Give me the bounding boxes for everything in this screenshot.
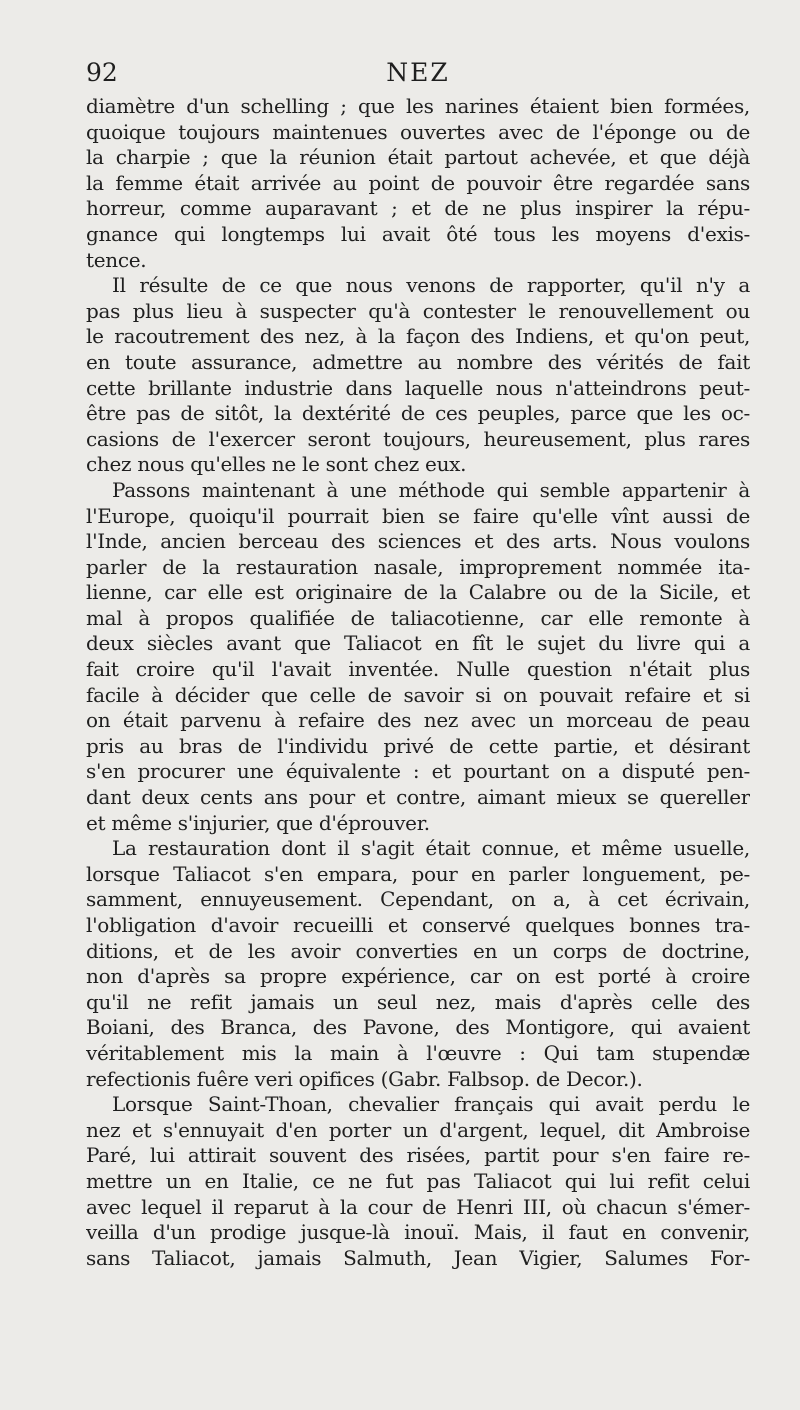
text-line: facile à décider que celle de savoir si on pouvait refaire et si <box>86 682 750 707</box>
text-line: l'Europe, quoiqu'il pourrait bien se faire qu'elle vînt aussi de <box>86 503 750 528</box>
text-line: mal à propos qualifiée de taliacotienne, car elle remonte à <box>86 605 750 630</box>
text-line: qu'il ne refit jamais un seul nez, mais d'après celle des <box>86 989 750 1014</box>
text-line: refectionis fuêre veri opifices (Gabr. Falbsop. de Decor.). <box>86 1066 643 1091</box>
text-line: La restauration dont il s'agit était connue, et même usuelle, <box>112 836 750 861</box>
text-line: deux siècles avant que Taliacot en fît le sujet du livre qui a <box>86 631 750 656</box>
text-line: on était parvenu à refaire des nez avec un morceau de peau <box>86 708 750 733</box>
body-text <box>86 94 750 1271</box>
text-line: quoique toujours maintenues ouvertes avec de l'éponge ou de <box>86 119 750 144</box>
text-line: casions de l'exercer seront toujours, heureusement, plus rares <box>86 426 750 451</box>
text-line: tence. <box>86 247 147 272</box>
text-line: cette brillante industrie dans laquelle nous n'atteindrons peut- <box>86 375 750 400</box>
text-line: chez nous qu'elles ne le sont chez eux. <box>86 452 467 477</box>
text-line: s'en procurer une équivalente : et pourtant on a disputé pen- <box>86 759 750 784</box>
text-line: l'obligation d'avoir recueilli et conservé quelques bonnes tra- <box>86 913 750 937</box>
text-line: en toute assurance, admettre au nombre des vérités de fait <box>86 349 750 374</box>
text-line: samment, ennuyeusement. Cependant, on a, à cet écrivain, <box>86 887 750 912</box>
text-line: nez et s'ennuyait d'en porter un d'argent, lequel, dit Ambroise <box>86 1117 750 1142</box>
text-line: l'Inde, ancien berceau des sciences et des arts. Nous voulons <box>86 529 750 554</box>
text-line: la femme était arrivée au point de pouvoir être regardée sans <box>86 170 750 195</box>
text-line: sans Taliacot, jamais Salmuth, Jean Vigier, Salumes For- <box>86 1245 750 1270</box>
text-line: horreur, comme auparavant ; et de ne plus inspirer la répu- <box>86 196 750 221</box>
text-line: Il résulte de ce que nous venons de rapporter, qu'il n'y a <box>112 273 750 298</box>
running-title: NEZ <box>386 58 450 87</box>
text-line: pris au bras de l'individu privé de cette partie, et désirant <box>86 733 750 758</box>
text-line: la charpie ; que la réunion était partout achevée, et que déjà <box>86 145 750 170</box>
text-line: ditions, et de les avoir converties en un corps de doctrine, <box>86 938 750 963</box>
text-line: fait croire qu'il l'avait inventée. Nulle question n'était plus <box>86 657 750 682</box>
text-line: Paré, lui attirait souvent des risées, partit pour s'en faire re- <box>86 1143 750 1168</box>
text-line: Lorsque Saint-Thoan, chevalier français qui avait perdu le <box>112 1092 750 1117</box>
text-line: parler de la restauration nasale, improprement nommée ita- <box>86 554 750 579</box>
text-line: non d'après sa propre expérience, car on est porté à croire <box>86 964 750 989</box>
text-line: gnance qui longtemps lui avait ôté tous les moyens d'exis- <box>86 221 750 246</box>
page-number: 92 <box>86 58 118 87</box>
text-line: lienne, car elle est originaire de la Calabre ou de la Sicile, et <box>86 580 750 605</box>
text-line: dant deux cents ans pour et contre, aimant mieux se quereller <box>86 785 750 810</box>
text-line: être pas de sitôt, la dextérité de ces peuples, parce que les oc- <box>86 401 750 426</box>
text-line: le racoutrement des nez, à la façon des Indiens, et qu'on peut, <box>86 324 750 349</box>
text-line: diamètre d'un schelling ; que les narines étaient bien formées, <box>86 94 750 118</box>
text-line: mettre un en Italie, ce ne fut pas Taliacot qui lui refit celui <box>86 1168 750 1193</box>
text-line: Boiani, des Branca, des Pavone, des Montigore, qui avaient <box>86 1015 750 1040</box>
text-line: veilla d'un prodige jusque-là inouï. Mais, il faut en convenir, <box>86 1220 750 1245</box>
text-line: avec lequel il reparut à la cour de Henri III, où chacun s'émer- <box>86 1194 750 1219</box>
page-header <box>86 58 750 92</box>
text-line: véritablement mis la main à l'œuvre : Qui tam stupendæ <box>86 1040 750 1065</box>
text-line: pas plus lieu à suspecter qu'à contester le renouvellement ou <box>86 298 750 323</box>
text-line: et même s'injurier, que d'éprouver. <box>86 810 430 835</box>
text-line: Passons maintenant à une méthode qui semble appartenir à <box>112 477 750 502</box>
text-line: lorsque Taliacot s'en empara, pour en parler longuement, pe- <box>86 861 750 886</box>
